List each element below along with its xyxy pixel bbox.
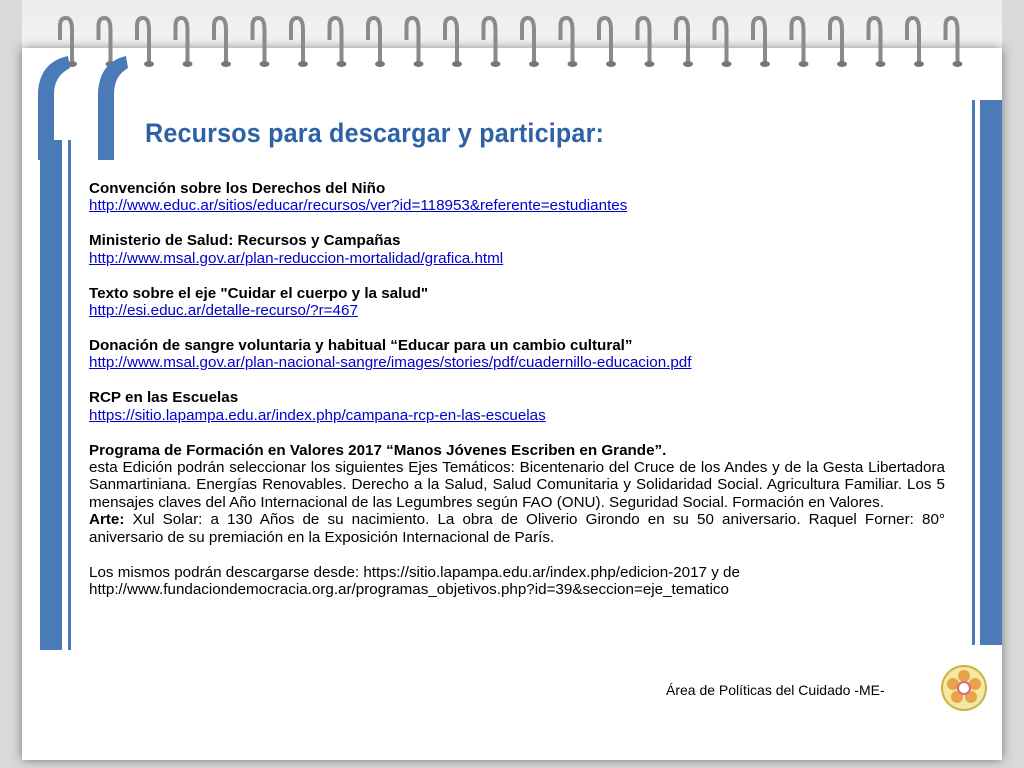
footer-credit: Área de Políticas del Cuidado -ME-: [666, 682, 885, 698]
descarga-line: Los mismos podrán descargarse desde: https://sitio.lapampa.edu.ar/index.php/edicion-2017 y de: [89, 563, 740, 581]
spiral-hole: [491, 61, 501, 67]
spiral-hole: [799, 61, 809, 67]
resource-heading: Texto sobre el eje "Cuidar el cuerpo y la salud": [89, 284, 429, 302]
resource-link[interactable]: http://www.educ.ar/sitios/educar/recursos/ver?id=118953&referente=estudiantes: [89, 197, 628, 215]
resource-list: [89, 180, 945, 598]
spiral-hole: [221, 61, 231, 67]
spiral-hole: [914, 61, 924, 67]
spiral-ring: [561, 18, 573, 62]
spiral-hole: [144, 61, 154, 67]
descarga-line: http://www.fundaciondemocracia.org.ar/programas_objetivos.php?id=39&seccion=eje_tematico: [89, 580, 729, 598]
page-title: Recursos para descargar y participar:: [145, 118, 605, 148]
spiral-hole: [337, 61, 347, 67]
spiral-ring: [946, 18, 958, 62]
spiral-hole: [260, 61, 270, 67]
spiral-hole: [298, 61, 308, 67]
spiral-hole: [876, 61, 886, 67]
spiral-ring: [253, 18, 265, 62]
spiral-hole: [953, 61, 963, 67]
spiral-ring: [445, 18, 457, 62]
resource-link[interactable]: https://sitio.lapampa.edu.ar/index.php/campana-rcp-en-las-escuelas: [89, 406, 546, 424]
spiral-ring: [407, 18, 419, 62]
spiral-ring: [599, 18, 611, 62]
spiral-ring: [176, 18, 188, 62]
spiral-hole: [452, 61, 462, 67]
right-accent-bar: [980, 100, 1002, 645]
spiral-ring: [484, 18, 496, 62]
programa-arte: [89, 511, 945, 546]
left-accent-bar: [40, 140, 62, 650]
spiral-hole: [529, 61, 539, 67]
spiral-hole: [645, 61, 655, 67]
resource-heading: Ministerio de Salud: Recursos y Campañas: [89, 232, 401, 250]
spiral-ring: [753, 18, 765, 62]
arte-text: Xul Solar: a 130 Años de su nacimiento. La obra de Oliverio Girondo en su 50 aniversario. Raquel Forner: 80° aniversario de su premiación en la Exposición Internacional de París.: [89, 511, 945, 546]
resource-link[interactable]: http://esi.educ.ar/detalle-recurso/?r=467: [89, 302, 358, 320]
spiral-hole: [414, 61, 424, 67]
resource-link[interactable]: http://www.msal.gov.ar/plan-reduccion-mortalidad/grafica.html: [89, 249, 504, 267]
arte-label: Arte:: [89, 511, 125, 529]
spiral-ring: [715, 18, 727, 62]
programa-heading: Programa de Formación en Valores 2017 “Manos Jóvenes Escriben en Grande”.: [89, 441, 667, 459]
spiral-hole: [760, 61, 770, 67]
spiral-hole: [183, 61, 193, 67]
spiral-ring: [907, 18, 919, 62]
spiral-ring: [368, 18, 380, 62]
spiral-ring: [137, 18, 149, 62]
resource-heading: RCP en las Escuelas: [89, 389, 239, 407]
programa-body: esta Edición podrán seleccionar los siguientes Ejes Temáticos: Bicentenario del Cruce de los Andes y de la Gesta Libertadora Sanmartiniana. Energías Renovables. Derecho a la Salud, Salud Comunitaria y Solidaridad Social. Agricultura Familiar. Los 5 mensajes claves del Año Internacional de las Legumbres según FAO (ONU). Seguridad Social. Formación en Valores.: [89, 458, 945, 511]
spiral-binding-icon: [0, 0, 1024, 80]
spiral-ring: [638, 18, 650, 62]
spiral-hole: [683, 61, 693, 67]
spiral-ring: [792, 18, 804, 62]
spiral-hole: [606, 61, 616, 67]
right-accent-line: [972, 100, 975, 645]
spiral-ring: [330, 18, 342, 62]
spiral-ring: [522, 18, 534, 62]
resource-heading: Convención sobre los Derechos del Niño: [89, 180, 386, 197]
spiral-hole: [837, 61, 847, 67]
spiral-ring: [869, 18, 881, 62]
flower-logo-icon: [940, 664, 988, 712]
spiral-ring: [676, 18, 688, 62]
spiral-ring: [214, 18, 226, 62]
spiral-hole: [722, 61, 732, 67]
resource-link[interactable]: http://www.msal.gov.ar/plan-nacional-sangre/images/stories/pdf/cuadernillo-educacion.pdf: [89, 354, 692, 372]
spiral-hole: [375, 61, 385, 67]
spiral-hole: [568, 61, 578, 67]
resource-heading: Donación de sangre voluntaria y habitual “Educar para un cambio cultural”: [89, 336, 633, 354]
spiral-ring: [830, 18, 842, 62]
spiral-ring: [291, 18, 303, 62]
left-accent-line: [68, 140, 71, 650]
